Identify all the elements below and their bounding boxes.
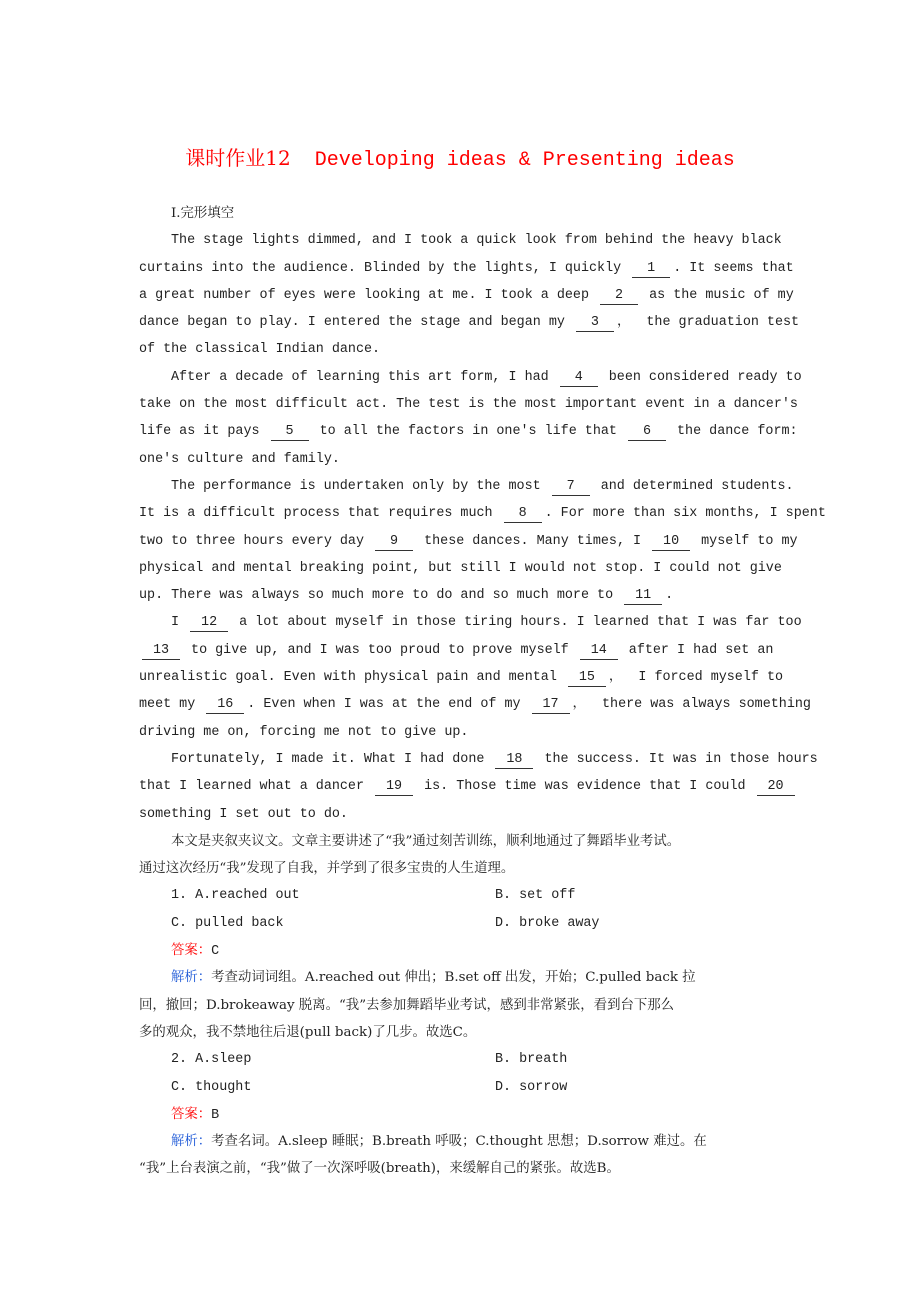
answer-value: B — [211, 1107, 220, 1123]
passage-text: . Even when I was at the end of my — [247, 697, 529, 713]
passage-text: up. There was always so much more to do and so much more to — [139, 588, 622, 604]
passage-text: is. Those time was evidence that I could — [416, 779, 754, 795]
passage-line — [139, 719, 839, 746]
passage-line — [139, 446, 839, 473]
option-c: C. thought — [171, 1079, 252, 1095]
blank-20: 20 — [757, 779, 795, 796]
passage-text: as the music of my — [641, 287, 794, 303]
answer — [139, 937, 839, 964]
passage-text: of the classical Indian dance. — [139, 342, 381, 358]
passage-line — [139, 691, 839, 718]
analysis-label: 解析： — [171, 970, 212, 986]
passage-line — [139, 255, 839, 282]
passage-line — [139, 773, 839, 800]
option-c: C. pulled back — [171, 915, 284, 931]
passage-text: ， I forced myself to — [608, 670, 784, 686]
document-body — [139, 200, 839, 1183]
blank-19: 19 — [375, 779, 413, 796]
analysis-line — [139, 992, 839, 1019]
passage-line — [139, 391, 839, 418]
analysis-line — [139, 1128, 839, 1155]
passage-line — [139, 418, 839, 445]
option-b: B. breath — [495, 1052, 568, 1068]
answer-label: 答案： — [171, 1106, 212, 1122]
passage-line — [139, 664, 839, 691]
passage-line — [139, 500, 839, 527]
passage-line — [139, 364, 839, 391]
analysis-text: 考查名词。A.sleep 睡眠；B.breath 呼吸；C.thought 思想；D.sorrow 难过。在 — [211, 1134, 707, 1150]
analysis-text: 多的观众，我不禁地往后退(pull back)了几步。故选C。 — [139, 1024, 477, 1040]
blank-5: 5 — [271, 424, 309, 441]
question-options — [139, 910, 839, 937]
option-a: 1. A.reached out — [171, 888, 300, 904]
passage-text: meet my — [139, 697, 204, 713]
passage-text: . — [665, 588, 674, 604]
passage-text: dance began to play. I entered the stage and began my — [139, 315, 573, 331]
passage-text: driving me on, forcing me not to give up. — [139, 724, 469, 740]
analysis-line — [139, 1019, 839, 1046]
passage-text: . For more than six months, I spent — [544, 506, 826, 522]
passage-line — [139, 555, 839, 582]
passage-text: two to three hours every day — [139, 533, 373, 549]
option-a: 2. A.sleep — [171, 1052, 252, 1068]
passage-line — [139, 801, 839, 828]
analysis-line — [139, 964, 839, 991]
analysis-text: 回，撤回；D.brokeaway 脱离。“我”去参加舞蹈毕业考试，感到非常紧张，看到台下那么 — [139, 997, 675, 1013]
questions — [139, 882, 839, 1182]
passage-line — [139, 282, 839, 309]
question-options — [139, 1074, 839, 1101]
blank-16: 16 — [206, 697, 244, 714]
passage-text: to all the factors in one's life that — [311, 424, 625, 440]
passage-text: myself to my — [693, 533, 798, 549]
blank-3: 3 — [576, 315, 614, 332]
passage-line — [139, 309, 839, 336]
passage-text: It is a difficult process that requires much — [139, 506, 501, 522]
passage-text: physical and mental breaking point, but still I would not stop. I could not give — [139, 560, 782, 576]
passage-line — [139, 528, 839, 555]
passage-text: after I had set an — [620, 642, 774, 658]
passage-text: The performance is undertaken only by the most — [171, 478, 549, 494]
passage-text: one's culture and family. — [139, 451, 340, 467]
passage-text: unrealistic goal. Even with physical pain and mental — [139, 670, 565, 686]
passage-text: I — [171, 615, 188, 631]
blank-18: 18 — [495, 752, 533, 769]
passage-text: and determined students. — [592, 478, 794, 494]
passage-text: the dance form: — [668, 424, 798, 440]
blank-17: 17 — [532, 697, 570, 714]
passage-text: something I set out to do. — [139, 806, 348, 822]
option-b: B. set off — [495, 888, 576, 904]
blank-6: 6 — [628, 424, 666, 441]
passage-line — [139, 227, 839, 254]
option-d: D. sorrow — [495, 1079, 568, 1095]
passage-text: ， there was always something — [572, 697, 811, 713]
option-d: D. broke away — [495, 915, 600, 931]
blank-13: 13 — [142, 643, 180, 660]
passage-text: take on the most difficult act. The test is the most important event in a dancer's — [139, 397, 798, 413]
analysis-text: 考查动词词组。A.reached out 伸出；B.set off 出发，开始；C.pulled back 拉 — [211, 970, 696, 986]
passage-text: a lot about myself in those tiring hours. I learned that I was far too — [231, 615, 802, 631]
passage-text: been considered ready to — [600, 369, 802, 385]
passage-text: After a decade of learning this art form, I had — [171, 369, 557, 385]
blank-4: 4 — [560, 370, 598, 387]
passage-text: curtains into the audience. Blinded by the lights, I quickly — [139, 260, 630, 276]
analysis-label: 解析： — [171, 1134, 212, 1150]
passage-line — [139, 746, 839, 773]
blank-1: 1 — [632, 261, 670, 278]
blank-10: 10 — [652, 534, 690, 551]
passage-line — [139, 582, 839, 609]
blank-7: 7 — [552, 479, 590, 496]
passage-line — [139, 336, 839, 363]
passage-text: The stage lights dimmed, and I took a quick look from behind the heavy black — [171, 233, 782, 249]
passage-line — [139, 473, 839, 500]
blank-12: 12 — [190, 615, 228, 632]
passage-text: to give up, and I was too proud to prove myself — [183, 642, 577, 658]
analysis-text: “我”上台表演之前，“我”做了一次深呼吸(breath)，来缓解自己的紧张。故选B。 — [139, 1161, 620, 1177]
blank-2: 2 — [600, 288, 638, 305]
passage-text: Fortunately, I made it. What I had done — [171, 751, 493, 767]
question-options — [139, 1046, 839, 1073]
blank-15: 15 — [568, 670, 606, 687]
answer-value: C — [211, 944, 220, 960]
title-cn: 课时作业12 — [185, 146, 291, 170]
analysis-line — [139, 1155, 839, 1182]
passage-line — [139, 637, 839, 664]
blank-11: 11 — [624, 588, 662, 605]
passage-text: these dances. Many times, I — [416, 533, 650, 549]
blank-9: 9 — [375, 534, 413, 551]
passage-line — [139, 609, 839, 636]
passage-text: the success. It was in those hours — [536, 751, 818, 767]
passage-text: ， the graduation test — [616, 315, 800, 331]
answer-label: 答案： — [171, 943, 212, 959]
section-heading: Ⅰ.完形填空 — [171, 206, 235, 221]
summary-line: 通过这次经历“我”发现了自我，并学到了很多宝贵的人生道理。 — [139, 861, 515, 877]
passage-text: life as it pays — [139, 424, 268, 440]
page-title — [0, 144, 920, 175]
answer — [139, 1101, 839, 1128]
cloze-passage — [139, 227, 839, 828]
passage-text: that I learned what a dancer — [139, 779, 373, 795]
blank-14: 14 — [580, 643, 618, 660]
passage-text: . It seems that — [673, 260, 794, 276]
question-options — [139, 882, 839, 909]
passage-text: a great number of eyes were looking at me. I took a deep — [139, 287, 598, 303]
title-en: Developing ideas & Presenting ideas — [314, 149, 735, 172]
blank-8: 8 — [504, 506, 542, 523]
summary-line: 本文是夹叙夹议文。文章主要讲述了“我”通过刻苦训练，顺利地通过了舞蹈毕业考试。 — [171, 833, 681, 849]
